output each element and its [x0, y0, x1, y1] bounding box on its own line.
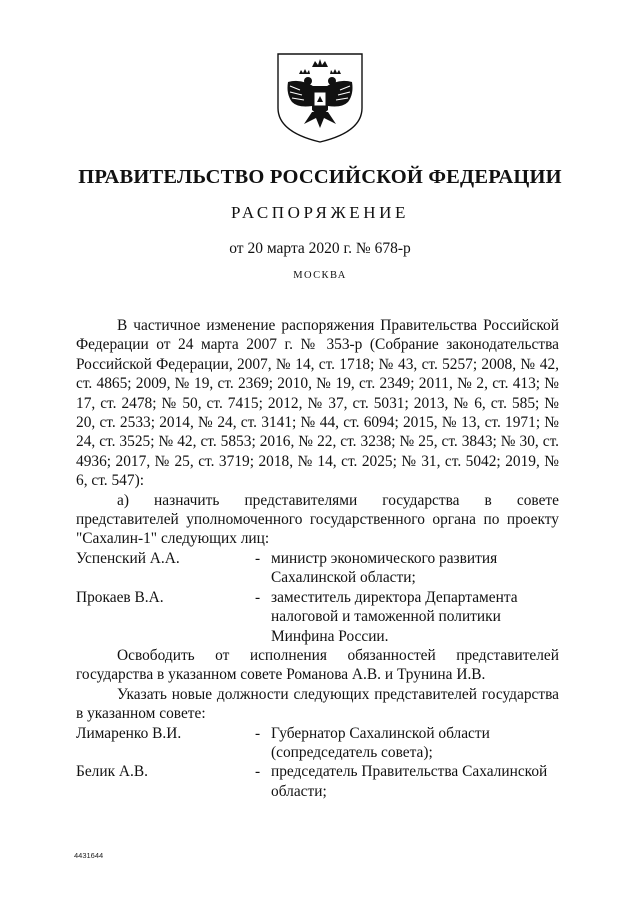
appointee-row [76, 549, 559, 588]
document-code: 4431644 [74, 851, 104, 860]
representative-dash: - [255, 724, 261, 742]
representative-row [76, 724, 559, 763]
representative-name: Лимаренко В.И. [76, 724, 182, 742]
representative-position: Губернатор Сахалинской области (сопредседатель совета); [271, 724, 490, 761]
appointee-name: Прокаев В.А. [76, 588, 164, 606]
government-title: ПРАВИТЕЛЬСТВО РОССИЙСКОЙ ФЕДЕРАЦИИ [78, 166, 562, 188]
clause-a-paragraph: а) назначить представителями государства в совете представителей уполномоченного государственного органа по проекту "Сахалин-1" следующих лиц: [76, 491, 559, 548]
appointee-dash: - [255, 549, 261, 567]
document-type: РАСПОРЯЖЕНИЕ [230, 203, 410, 222]
representative-dash: - [255, 763, 261, 781]
representative-position: председатель Правительства Сахалинской области; [271, 763, 548, 800]
document-date-number: от 20 марта 2020 г. № 678-р [229, 240, 411, 257]
new-positions-intro: Указать новые должности следующих представителей государства в указанном совете: [76, 685, 559, 723]
appointee-position: министр экономического развития Сахалинской области; [271, 549, 498, 587]
document-body [76, 316, 559, 801]
russian-coat-of-arms-icon [272, 50, 368, 144]
document-city: МОСКВА [293, 270, 347, 281]
appointee-name: Успенский А.А. [76, 549, 180, 567]
appointee-dash: - [255, 588, 261, 606]
release-paragraph: Освободить от исполнения обязанностей представителей государства в указанном совете Романова А.В. и Трунина И.В. [76, 646, 559, 684]
representative-name: Белик А.В. [76, 763, 148, 781]
appointee-position: заместитель директора Департамента налоговой и таможенной политики Минфина России. [271, 588, 518, 645]
representative-row [76, 762, 559, 801]
appointee-row [76, 588, 559, 646]
intro-paragraph: В частичное изменение распоряжения Правительства Российской Федерации от 24 марта 2007 г. № 353-р (Собрание законодательства Российской Федерации, 2007, № 14, ст. 1718; № 43, ст. 5257; 2008, № 42, ст. 4865; 2009, № 19, ст. 2369; 2010, № 19, ст. 2349; 2011, № 2, ст. 413; № 17, ст. 2478; № 50, ст. 7415; 2012, № 37, ст. 5031; 2013, № 6, ст. 585; № 20, ст. 2533; 2014, № 24, ст. 3141; № 44, ст. 6094; 2015, № 13, ст. 1971; № 24, ст. 3525; № 42, ст. 5853; 2016, № 22, ст. 3238; № 25, ст. 3843; № 30, ст. 4936; 2017, № 25, ст. 3719; 2018, № 14, ст. 2025; № 31, ст. 5042; 2019, № 6, ст. 547): [76, 317, 559, 490]
